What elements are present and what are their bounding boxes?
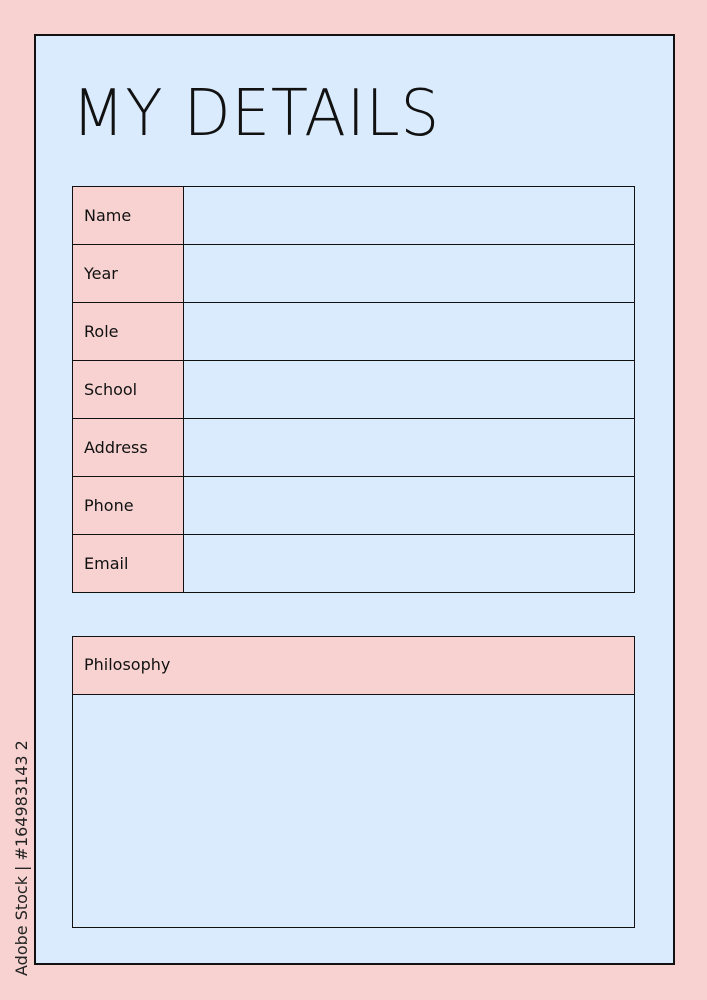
table-row bbox=[73, 361, 635, 419]
field-label-school: School bbox=[73, 361, 184, 419]
details-table bbox=[72, 186, 635, 593]
field-label-phone: Phone bbox=[73, 477, 184, 535]
table-row bbox=[73, 303, 635, 361]
philosophy-label: Philosophy bbox=[73, 637, 634, 695]
philosophy-writing-area[interactable] bbox=[73, 695, 634, 927]
field-label-role: Role bbox=[73, 303, 184, 361]
field-value-year[interactable] bbox=[184, 245, 635, 303]
field-label-year: Year bbox=[73, 245, 184, 303]
planner-sheet bbox=[34, 34, 675, 965]
field-value-school[interactable] bbox=[184, 361, 635, 419]
table-row bbox=[73, 245, 635, 303]
table-row bbox=[73, 187, 635, 245]
table-row bbox=[73, 477, 635, 535]
field-value-phone[interactable] bbox=[184, 477, 635, 535]
philosophy-box bbox=[72, 636, 635, 928]
field-value-role[interactable] bbox=[184, 303, 635, 361]
table-row bbox=[73, 419, 635, 477]
field-label-address: Address bbox=[73, 419, 184, 477]
stock-watermark-text: Adobe Stock | #164983143 2 bbox=[12, 740, 31, 976]
table-row bbox=[73, 535, 635, 593]
field-value-name[interactable] bbox=[184, 187, 635, 245]
page-title: MY DETAILS bbox=[72, 77, 441, 151]
field-label-email: Email bbox=[73, 535, 184, 593]
field-label-name: Name bbox=[73, 187, 184, 245]
field-value-email[interactable] bbox=[184, 535, 635, 593]
field-value-address[interactable] bbox=[184, 419, 635, 477]
